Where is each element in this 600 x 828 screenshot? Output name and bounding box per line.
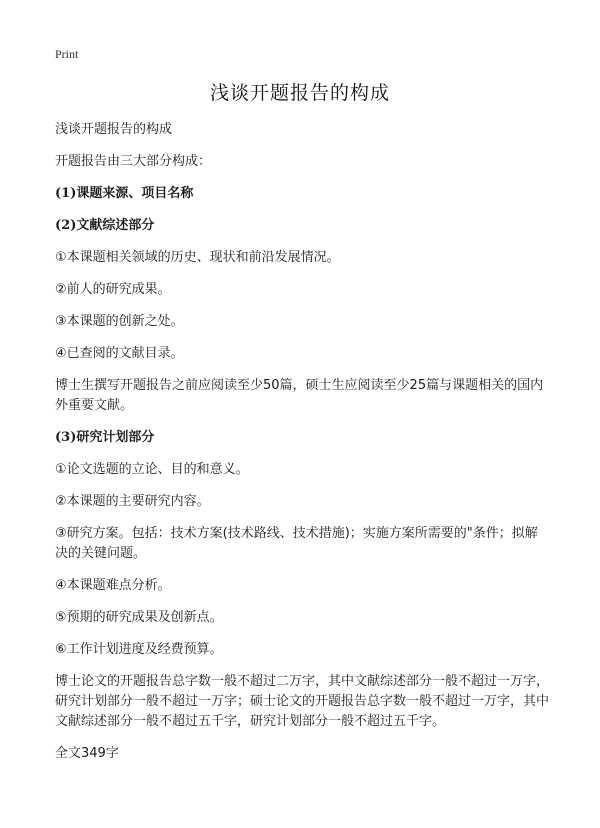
- list-item: ④本课题难点分析。: [55, 578, 171, 593]
- document-body: [55, 120, 550, 776]
- word-count-footer: 全文349字: [55, 746, 119, 761]
- list-item: ②本课题的主要研究内容。: [55, 494, 210, 509]
- print-label: Print: [55, 47, 79, 61]
- list-item: ⑤预期的研究成果及创新点。: [55, 610, 223, 625]
- section-heading-2: (2)文献综述部分: [55, 218, 155, 233]
- paragraph-intro: 开题报告由三大部分构成：: [55, 154, 212, 169]
- list-item: ④已查阅的文献目录。: [55, 346, 184, 361]
- document-title: 浅谈开题报告的构成: [209, 82, 390, 104]
- paragraph-word-count-rules: 博士论文的开题报告总字数一般不超过二万字，其中文献综述部分一般不超过一万字，研究计划部分一般不超过一万字；硕士论文的开题报告总字数一般不超过一万字，其中文献综述部分一般不超过五千字，研究计划部分一般不超过五千字。: [55, 674, 550, 729]
- list-item: ③研究方案。包括：技术方案(技术路线、技术措施)；实施方案所需要的"条件；拟解决的关键问题。: [55, 526, 538, 561]
- list-item: ②前人的研究成果。: [55, 282, 171, 297]
- list-item: ⑥工作计划进度及经费预算。: [55, 642, 223, 657]
- section-heading-1: (1)课题来源、项目名称: [55, 186, 194, 201]
- list-item: ①本课题相关领域的历史、现状和前沿发展情况。: [55, 250, 340, 265]
- paragraph-reading-requirement: 博士生撰写开题报告之前应阅读至少50篇，硕士生应阅读至少25篇与课题相关的国内外重要文献。: [55, 378, 544, 413]
- list-item: ③本课题的创新之处。: [55, 314, 184, 329]
- section-heading-3: (3)研究计划部分: [55, 430, 155, 445]
- list-item: ①论文选题的立论、目的和意义。: [55, 462, 249, 477]
- paragraph-subtitle: 浅谈开题报告的构成: [55, 122, 173, 137]
